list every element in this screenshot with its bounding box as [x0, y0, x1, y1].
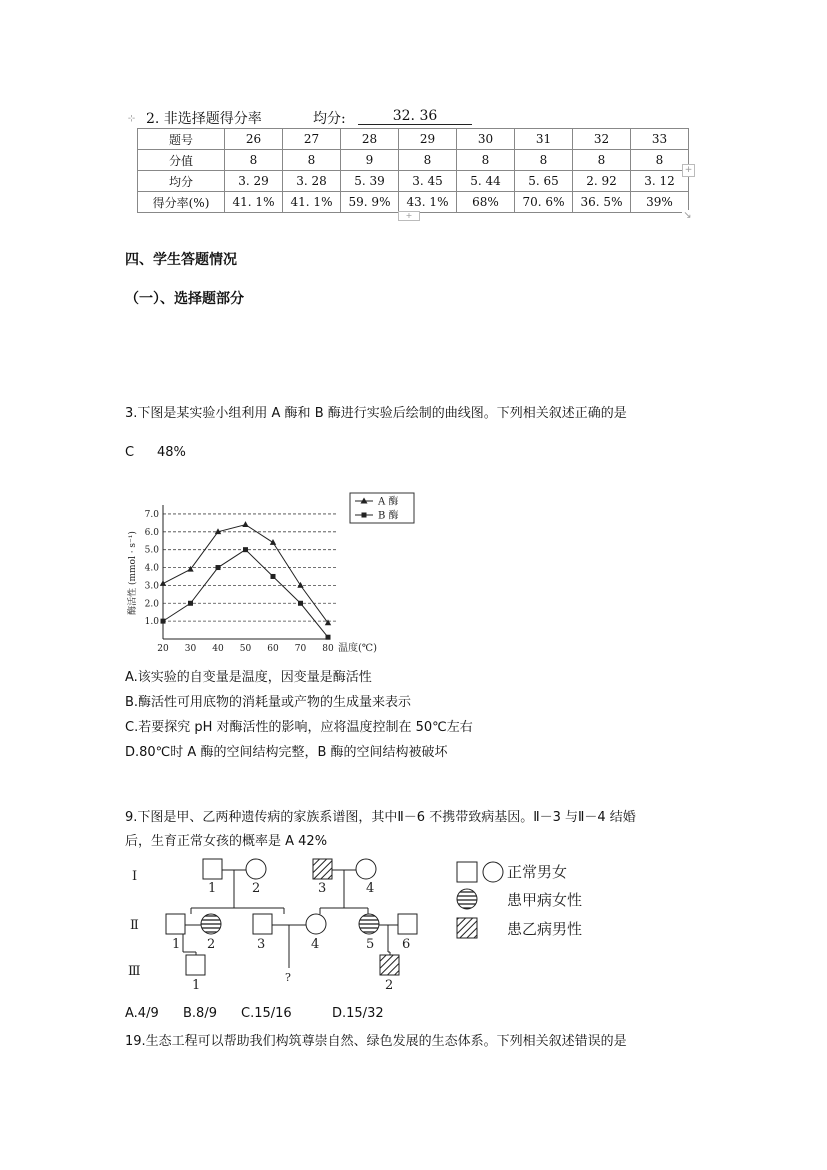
- individual-number: 5: [366, 937, 375, 952]
- legend-series-a: A 酶: [378, 496, 399, 508]
- x-tick-label: 20: [157, 644, 169, 654]
- average-value: 32. 36: [358, 108, 472, 125]
- table-cell: 8: [399, 150, 457, 171]
- legend-square-icon: [362, 513, 367, 518]
- generation-label-iii: Ⅲ: [128, 964, 141, 979]
- table-cell: 31: [515, 129, 573, 150]
- individual-number: 1: [172, 937, 181, 952]
- table-row: [138, 171, 689, 192]
- table-cell: 26: [225, 129, 283, 150]
- legend-series-b: B 酶: [378, 510, 399, 522]
- x-tick-label: 30: [184, 644, 197, 654]
- question-3-option-b: B.酶活性可用底物的消耗量或产物的生成量来表示: [125, 695, 412, 710]
- legend-female-normal-icon: [483, 862, 503, 882]
- chart-legend: [350, 493, 414, 523]
- x-tick-label: 40: [212, 644, 224, 654]
- subsection-heading: （一）、选择题部分: [125, 291, 244, 307]
- row-header: 得分率(%): [138, 192, 225, 213]
- question-3-stem: 3.下图是某实验小组利用 A 酶和 B 酶进行实验后绘制的曲线图。下列相关叙述正确的是: [125, 406, 627, 421]
- table-row: [138, 150, 689, 171]
- pedigree-male-normal: [166, 914, 185, 934]
- add-column-icon[interactable]: +: [682, 164, 695, 177]
- question-9-option-a: A.4/9: [125, 1006, 159, 1021]
- table-cell: 5. 65: [515, 171, 573, 192]
- y-tick-label: 2.0: [144, 599, 159, 610]
- pedigree-female-normal: [246, 859, 266, 879]
- individual-number: 2: [207, 937, 216, 952]
- table-cell: 3. 12: [631, 171, 689, 192]
- table-cell: 28: [341, 129, 399, 150]
- series-line-a: [163, 525, 328, 623]
- legend-label-normal: 正常男女: [507, 863, 568, 881]
- table-cell: 8: [573, 150, 631, 171]
- generation-label-ii: Ⅱ: [130, 918, 139, 933]
- average-label: 均分:: [313, 111, 346, 127]
- data-point-a: [242, 521, 248, 527]
- y-tick-label: 7.0: [144, 509, 159, 520]
- y-axis-label: 酶活性 (mmol · s⁻¹): [128, 531, 138, 615]
- table-cell: 3. 45: [399, 171, 457, 192]
- pedigree-male-disease-b: [380, 955, 399, 975]
- pedigree-male-normal: [398, 914, 417, 934]
- table-cell: 9: [341, 150, 399, 171]
- table-cell: 39%: [631, 192, 689, 213]
- table-row: [138, 192, 689, 213]
- generation-label-i: Ⅰ: [132, 869, 138, 884]
- data-point-b: [326, 635, 331, 640]
- table-cell: 8: [225, 150, 283, 171]
- data-point-a: [270, 539, 276, 545]
- score-section-title: 2. 非选择题得分率: [146, 111, 262, 127]
- table-cell: 30: [457, 129, 515, 150]
- data-point-a: [160, 580, 166, 586]
- individual-number: 1: [192, 978, 201, 993]
- row-header: 题号: [138, 129, 225, 150]
- table-cell: 8: [283, 150, 341, 171]
- legend-disease-b-male-icon: [457, 918, 477, 938]
- individual-number: 2: [385, 978, 394, 993]
- x-tick-label: 50: [239, 644, 252, 654]
- table-cell: 8: [457, 150, 515, 171]
- question-3-option-d: D.80℃时 A 酶的空间结构完整，B 酶的空间结构被破坏: [125, 745, 448, 760]
- question-3-rate: 48%: [157, 445, 186, 460]
- pedigree-female-disease-a: [359, 914, 379, 934]
- table-cell: 8: [515, 150, 573, 171]
- table-resize-icon[interactable]: ↘: [683, 210, 692, 221]
- x-tick-label: 70: [294, 644, 307, 654]
- table-cell: 3. 28: [283, 171, 341, 192]
- y-tick-label: 4.0: [144, 563, 159, 574]
- individual-number: 6: [402, 937, 411, 952]
- pedigree-male-normal: [203, 859, 222, 879]
- question-3-option-a: A.该实验的自变量是温度，因变量是酶活性: [125, 670, 372, 685]
- pedigree-legend: [457, 862, 582, 938]
- legend-male-normal-icon: [457, 862, 477, 882]
- question-3-answer: C: [125, 445, 135, 460]
- individual-number: 4: [366, 881, 375, 896]
- legend-label-disease-a: 患甲病女性: [507, 891, 583, 909]
- question-19-stem: 19.生态工程可以帮助我们构筑尊崇自然、绿色发展的生态体系。下列相关叙述错误的是: [125, 1034, 627, 1049]
- y-tick-label: 1.0: [144, 617, 159, 628]
- pedigree-male-disease-b: [313, 859, 332, 879]
- unknown-offspring: ?: [285, 971, 291, 984]
- question-3-option-c: C.若要探究 pH 对酶活性的影响，应将温度控制在 50℃左右: [125, 720, 473, 735]
- table-cell: 5. 44: [457, 171, 515, 192]
- data-point-b: [188, 601, 193, 606]
- pedigree-diagram: [120, 850, 620, 1000]
- table-row: [138, 129, 689, 150]
- table-cell: 8: [631, 150, 689, 171]
- add-row-icon[interactable]: +: [398, 211, 420, 221]
- table-cell: 3. 29: [225, 171, 283, 192]
- question-9-option-d: D.15/32: [332, 1006, 384, 1021]
- row-header: 均分: [138, 171, 225, 192]
- question-9-stem-line2: 后，生育正常女孩的概率是 A 42%: [125, 834, 328, 849]
- legend-disease-a-female-icon: [457, 889, 477, 909]
- table-cell: 68%: [457, 192, 515, 213]
- table-cell: 41. 1%: [283, 192, 341, 213]
- table-cell: 32: [573, 129, 631, 150]
- pedigree-male-normal: [186, 955, 205, 975]
- section-heading: 四、学生答题情况: [125, 252, 237, 268]
- y-tick-label: 3.0: [144, 581, 159, 592]
- data-point-b: [161, 619, 166, 624]
- data-point-b: [271, 574, 276, 579]
- question-9-option-b: B.8/9: [183, 1006, 217, 1021]
- table-cell: 43. 1%: [399, 192, 457, 213]
- table-cell: 5. 39: [341, 171, 399, 192]
- table-cell: 29: [399, 129, 457, 150]
- individual-number: 2: [252, 881, 261, 896]
- y-tick-label: 6.0: [144, 527, 159, 538]
- question-9-option-c: C.15/16: [241, 1006, 292, 1021]
- individual-number: 3: [257, 937, 266, 952]
- question-9-stem-line1: 9.下图是甲、乙两种遗传病的家族系谱图，其中Ⅱ－6 不携带致病基因。Ⅱ－3 与Ⅱ－4 结婚: [125, 810, 636, 825]
- table-cell: 27: [283, 129, 341, 150]
- pedigree-female-normal: [306, 914, 326, 934]
- table-move-handle-icon[interactable]: ⊹: [127, 114, 136, 124]
- series-line-b: [163, 550, 328, 638]
- enzyme-activity-chart: [120, 485, 430, 660]
- x-tick-label: 60: [267, 644, 279, 654]
- individual-number: 4: [311, 937, 320, 952]
- legend-label-disease-b: 患乙病男性: [507, 920, 583, 938]
- x-tick-label: 80: [322, 644, 334, 654]
- score-table: [137, 128, 689, 213]
- individual-number: 1: [208, 881, 217, 896]
- table-cell: 36. 5%: [573, 192, 631, 213]
- pedigree-female-disease-a: [201, 914, 221, 934]
- data-point-b: [216, 565, 221, 570]
- pedigree-male-normal: [253, 914, 272, 934]
- table-cell: 59. 9%: [341, 192, 399, 213]
- individual-number: 3: [318, 881, 327, 896]
- table-cell: 70. 6%: [515, 192, 573, 213]
- table-cell: 33: [631, 129, 689, 150]
- table-cell: 2. 92: [573, 171, 631, 192]
- pedigree-female-normal: [356, 859, 376, 879]
- x-axis-label: 温度(℃): [338, 643, 377, 654]
- data-point-b: [298, 601, 303, 606]
- data-point-b: [243, 547, 248, 552]
- y-tick-label: 5.0: [144, 545, 159, 556]
- row-header: 分值: [138, 150, 225, 171]
- table-cell: 41. 1%: [225, 192, 283, 213]
